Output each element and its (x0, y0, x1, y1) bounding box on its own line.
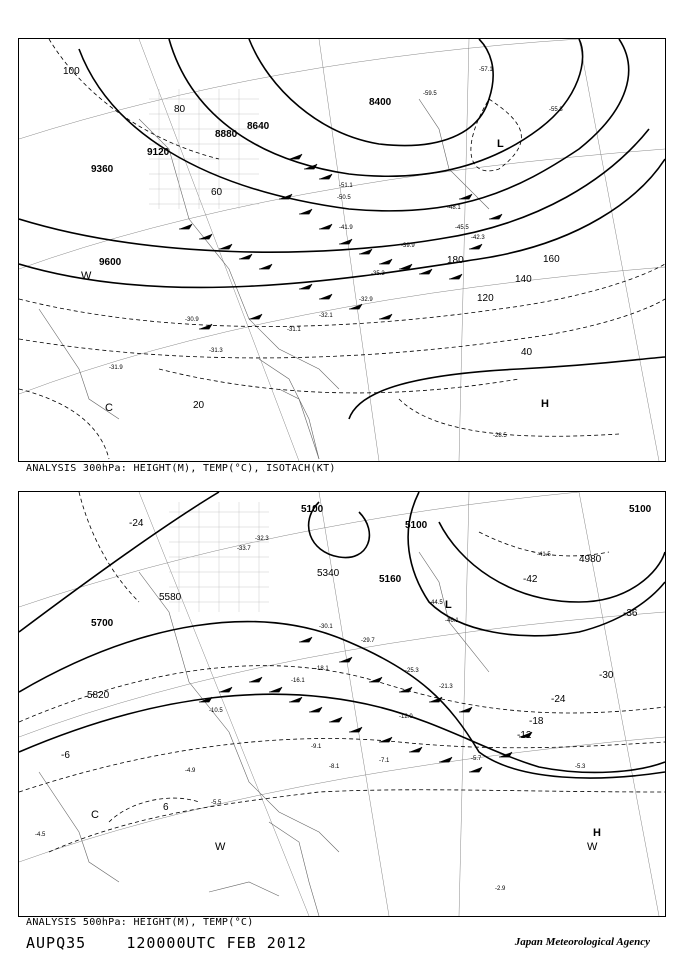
pressure-centers (81, 138, 549, 414)
pressure-centers (91, 599, 601, 853)
map-300hpa (19, 39, 665, 461)
svg-text:-42: -42 (523, 574, 538, 585)
svg-text:-45.5: -45.5 (455, 225, 469, 231)
chart-code: AUPQ35 (26, 934, 87, 952)
agency-name: Japan Meteorological Agency (514, 936, 650, 948)
chart-datetime: 120000UTC FEB 2012 (126, 934, 307, 952)
height-label-5160: 5160 (379, 574, 402, 585)
isotach-label-120: 120 (477, 293, 494, 304)
center-low: L (445, 599, 452, 611)
svg-text:-48.1: -48.1 (447, 205, 461, 211)
isotach-label-140: 140 (515, 274, 532, 285)
height-label-5340: 5340 (317, 568, 340, 579)
svg-text:-32.9: -32.9 (359, 297, 373, 303)
svg-text:-12.0: -12.0 (399, 714, 413, 720)
center-warm: W (81, 270, 92, 282)
svg-text:-59.5: -59.5 (423, 91, 437, 97)
svg-text:-30.1: -30.1 (319, 624, 333, 630)
svg-text:-6: -6 (61, 750, 70, 761)
height-label-5820: 5820 (87, 690, 110, 701)
temperature-values (109, 67, 563, 439)
center-high: H (541, 398, 549, 410)
svg-text:-31.1: -31.1 (287, 327, 301, 333)
svg-text:-35.3: -35.3 (371, 271, 385, 277)
isotach-label-40: 40 (521, 347, 533, 358)
svg-text:-25.3: -25.3 (405, 668, 419, 674)
svg-text:-39.9: -39.9 (401, 243, 415, 249)
temperature-values (35, 536, 586, 892)
height-label-5580: 5580 (159, 592, 182, 603)
center-low: L (497, 138, 504, 150)
svg-text:-10.5: -10.5 (209, 708, 223, 714)
svg-text:-41.9: -41.9 (339, 225, 353, 231)
isotach-labels (63, 66, 560, 411)
svg-text:-51.1: -51.1 (339, 183, 353, 189)
height-label-8400: 8400 (369, 97, 392, 108)
svg-text:-24: -24 (551, 694, 566, 705)
svg-text:-41.5: -41.5 (537, 552, 551, 558)
svg-text:-57.1: -57.1 (479, 67, 493, 73)
svg-text:-30: -30 (599, 670, 614, 681)
height-label-8640: 8640 (247, 121, 270, 132)
svg-text:-32.1: -32.1 (319, 313, 333, 319)
svg-text:-31.3: -31.3 (209, 348, 223, 354)
isotach-label-20: 20 (193, 400, 205, 411)
isotach-label-60: 60 (211, 187, 223, 198)
coastlines (39, 552, 489, 916)
svg-text:-9.1: -9.1 (311, 744, 322, 750)
height-label-8880: 8880 (215, 129, 238, 140)
height-label-5100-a: 5100 (301, 504, 324, 515)
caption-500hpa: ANALYSIS 500hPa: HEIGHT(M), TEMP(°C) (26, 917, 254, 928)
center-warm: W (215, 841, 226, 853)
height-label-5100-b: 5100 (405, 520, 428, 531)
svg-text:-31.9: -31.9 (109, 365, 123, 371)
isotach-label-180: 180 (447, 255, 464, 266)
svg-text:-5.7: -5.7 (471, 756, 482, 762)
caption-300hpa: ANALYSIS 300hPa: HEIGHT(M), TEMP(°C), ISOTACH(KT) (26, 463, 336, 474)
center-cold: C (105, 402, 113, 414)
svg-text:-36: -36 (623, 608, 638, 619)
svg-text:6: 6 (163, 802, 169, 813)
svg-text:-2.9: -2.9 (495, 886, 506, 892)
svg-text:-29.7: -29.7 (361, 638, 375, 644)
chart-300hpa (18, 38, 666, 462)
isotach-label-160: 160 (543, 254, 560, 265)
svg-text:-24: -24 (129, 518, 144, 529)
height-label-9360: 9360 (91, 164, 114, 175)
center-high: H (593, 827, 601, 839)
hatched-region (169, 502, 269, 612)
svg-text:-16.1: -16.1 (291, 678, 305, 684)
svg-text:-28.5: -28.5 (493, 433, 507, 439)
svg-text:-18: -18 (529, 716, 544, 727)
svg-text:-46.1: -46.1 (445, 618, 459, 624)
svg-text:-21.3: -21.3 (439, 684, 453, 690)
height-label-5700: 5700 (91, 618, 114, 629)
svg-text:-55.3: -55.3 (549, 107, 563, 113)
svg-text:-7.1: -7.1 (379, 758, 390, 764)
height-label-9120: 9120 (147, 147, 170, 158)
isotach-label-100: 100 (63, 66, 80, 77)
height-label-9600: 9600 (99, 257, 122, 268)
svg-text:-44.5: -44.5 (429, 600, 443, 606)
svg-text:-5.3: -5.3 (575, 764, 586, 770)
temperature-contours (19, 492, 665, 852)
isotach-contours (19, 39, 665, 459)
isotach-label-80: 80 (174, 104, 186, 115)
svg-text:-42.3: -42.3 (471, 235, 485, 241)
svg-text:-5.5: -5.5 (211, 800, 222, 806)
center-cold: C (91, 809, 99, 821)
height-contours (19, 492, 665, 778)
svg-text:-30.9: -30.9 (185, 317, 199, 323)
svg-text:-8.1: -8.1 (329, 764, 340, 770)
svg-text:-18.1: -18.1 (315, 666, 329, 672)
svg-text:-12: -12 (517, 730, 532, 741)
svg-text:-4.9: -4.9 (185, 768, 196, 774)
map-500hpa (19, 492, 665, 916)
svg-text:-32.3: -32.3 (255, 536, 269, 542)
svg-text:-50.5: -50.5 (337, 195, 351, 201)
height-label-4980: 4980 (579, 554, 602, 565)
height-labels (91, 504, 652, 629)
chart-identifier (26, 934, 307, 952)
center-warm-2: W (587, 841, 598, 853)
chart-500hpa (18, 491, 666, 917)
svg-text:-33.7: -33.7 (237, 546, 251, 552)
height-label-5100-c: 5100 (629, 504, 652, 515)
svg-text:-4.5: -4.5 (35, 832, 46, 838)
